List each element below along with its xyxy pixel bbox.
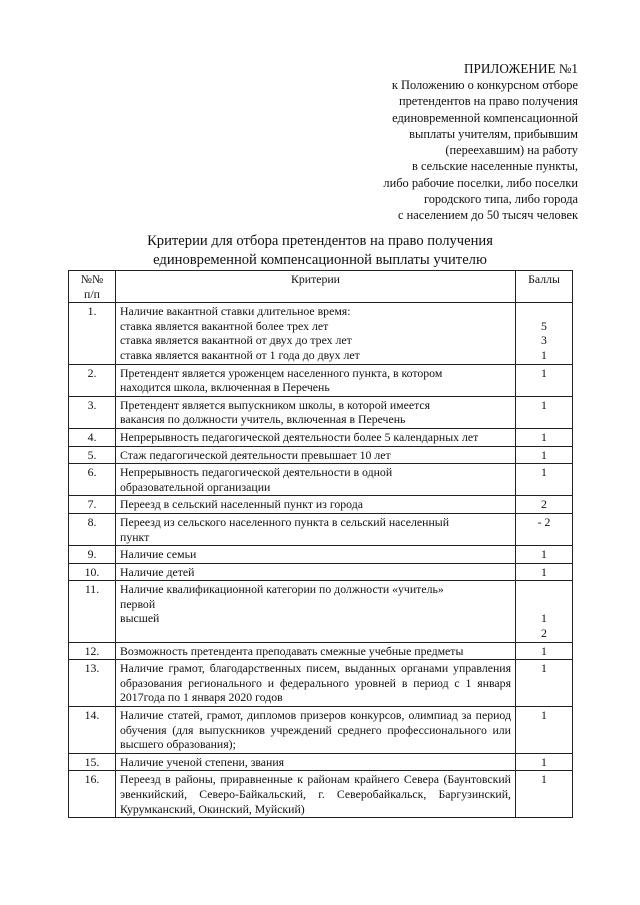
points-value: 1	[541, 708, 547, 723]
table-row	[69, 428, 573, 446]
table-row	[69, 364, 573, 396]
criteria-line: Претендент является уроженцем населенного пункта, в котором	[120, 365, 443, 380]
row-number: 10.	[69, 563, 116, 581]
row-criteria	[116, 464, 516, 496]
row-points	[516, 303, 573, 364]
points-value: 2	[541, 497, 547, 512]
criteria-line: Наличие детей	[120, 564, 195, 579]
header-number: №№ п/п	[69, 271, 116, 303]
points-value: 1	[541, 365, 547, 380]
header-points: Баллы	[516, 271, 573, 303]
appendix-line: либо рабочие поселки, либо поселки	[383, 175, 578, 190]
row-points	[516, 771, 573, 818]
table-row	[69, 446, 573, 464]
row-criteria	[116, 642, 516, 660]
row-number: 5.	[69, 446, 116, 464]
row-points	[516, 660, 573, 707]
row-criteria	[116, 546, 516, 564]
appendix-line: выплаты учителям, прибывшим	[409, 126, 578, 141]
row-points	[516, 496, 573, 514]
row-points	[516, 428, 573, 446]
row-number: 7.	[69, 496, 116, 514]
criteria-line: Наличие семьи	[120, 547, 197, 562]
criteria-table	[68, 270, 573, 818]
table-row	[69, 464, 573, 496]
table-row	[69, 563, 573, 581]
document-title-line: единовременной компенсационной выплаты учителю	[153, 252, 487, 268]
row-criteria	[116, 513, 516, 545]
row-criteria	[116, 446, 516, 464]
row-number: 6.	[69, 464, 116, 496]
points-value: - 2	[537, 514, 551, 529]
table-row	[69, 642, 573, 660]
points-value: 5	[541, 318, 547, 333]
row-points	[516, 753, 573, 771]
table-row	[69, 303, 573, 364]
document-title-line: Критерии для отбора претендентов на право получения	[147, 233, 493, 249]
appendix-line: к Положению о конкурсном отборе	[391, 78, 578, 92]
criteria-line: Непрерывность педагогической деятельности более 5 календарных лет	[120, 429, 479, 444]
criteria-line: пункт	[120, 529, 150, 544]
row-number: 12.	[69, 642, 116, 660]
points-value	[520, 304, 568, 319]
row-points	[516, 513, 573, 545]
appendix-line: в сельские населенные пункты,	[412, 159, 578, 174]
row-points	[516, 396, 573, 428]
criteria-line: Наличие вакантной ставки длительное время:	[120, 304, 351, 319]
row-number: 16.	[69, 771, 116, 818]
row-number: 3.	[69, 396, 116, 428]
row-criteria	[116, 563, 516, 581]
criteria-line: ставка является вакантной более трех лет	[120, 318, 329, 333]
points-value: 1	[541, 643, 547, 658]
appendix-title: ПРИЛОЖЕНИЕ №1	[464, 61, 578, 76]
row-number: 15.	[69, 753, 116, 771]
table-row	[69, 496, 573, 514]
points-value: 1	[541, 547, 547, 562]
table-row	[69, 581, 573, 642]
row-points	[516, 364, 573, 396]
criteria-line: Переезд из сельского населенного пункта в сельский населенный	[120, 514, 450, 529]
row-points	[516, 581, 573, 642]
points-value: 1	[541, 564, 547, 579]
table-row	[69, 753, 573, 771]
criteria-line: Возможность претендента преподавать смежные учебные предметы	[120, 643, 464, 658]
criteria-line: Претендент является выпускником школы, в которой имеется	[120, 397, 431, 412]
row-number: 14.	[69, 707, 116, 754]
table-header-row	[69, 271, 573, 303]
row-criteria	[116, 496, 516, 514]
header-criteria: Критерии	[116, 271, 516, 303]
row-criteria	[116, 581, 516, 642]
appendix-line: городского типа, либо города	[423, 192, 578, 207]
row-points	[516, 546, 573, 564]
row-criteria	[116, 707, 516, 754]
appendix-line: претендентов на право получения	[398, 94, 578, 109]
criteria-line	[120, 626, 511, 641]
points-value: 3	[541, 333, 547, 348]
points-value: 1	[541, 429, 547, 444]
row-number: 11.	[69, 581, 116, 642]
criteria-line: вакансия по должности учитель, включенная в Перечень	[120, 412, 406, 427]
row-criteria	[116, 364, 516, 396]
points-value: 2	[541, 626, 547, 641]
points-value: 1	[541, 611, 547, 626]
row-points	[516, 563, 573, 581]
appendix-line: с населением до 50 тысяч человек	[397, 208, 578, 223]
criteria-line: Переезд в районы, приравненные к районам крайнего Севера (Баунтовский эвенкийский, Северо-Байкальский, г. Северобайкальск, Баргузинский, Курумканский, Окинский, Муйский)	[120, 772, 511, 816]
criteria-line: высшей	[120, 611, 160, 626]
criteria-line: Непрерывность педагогической деятельности в одной	[120, 465, 393, 480]
points-value: 1	[541, 447, 547, 462]
points-value	[520, 597, 568, 612]
criteria-line: Наличие ученой степени, звания	[120, 754, 285, 769]
criteria-line: Наличие квалификационной категории по должности «учитель»	[120, 582, 444, 597]
row-number: 2.	[69, 364, 116, 396]
row-points	[516, 464, 573, 496]
appendix-line: (переехавшим) на работу	[445, 143, 578, 158]
appendix-block	[278, 60, 578, 224]
criteria-line: ставка является вакантной от 1 года до двух лет	[120, 347, 360, 362]
points-value: 1	[541, 772, 547, 787]
points-value	[520, 582, 568, 597]
table-row	[69, 771, 573, 818]
row-points	[516, 707, 573, 754]
criteria-line: образовательной организации	[120, 479, 271, 494]
table-row	[69, 660, 573, 707]
row-criteria	[116, 771, 516, 818]
points-value: 1	[541, 661, 547, 676]
table-row	[69, 546, 573, 564]
table-row	[69, 396, 573, 428]
row-number: 4.	[69, 428, 116, 446]
row-points	[516, 446, 573, 464]
criteria-line: ставка является вакантной от двух до трех лет	[120, 333, 352, 348]
row-criteria	[116, 303, 516, 364]
table-row	[69, 707, 573, 754]
document-title	[62, 232, 578, 270]
row-criteria	[116, 753, 516, 771]
criteria-line: находится школа, включенная в Перечень	[120, 380, 330, 395]
row-number: 8.	[69, 513, 116, 545]
row-criteria	[116, 396, 516, 428]
points-value: 1	[541, 397, 547, 412]
row-number: 9.	[69, 546, 116, 564]
points-value: 1	[541, 347, 547, 362]
row-points	[516, 642, 573, 660]
row-number: 13.	[69, 660, 116, 707]
table-row	[69, 513, 573, 545]
criteria-line: Наличие статей, грамот, дипломов призеров конкурсов, олимпиад за период обучения (для выпускников учреждений среднего профессионального или высшего образования);	[120, 708, 511, 752]
criteria-line: Переезд в сельский населенный пункт из города	[120, 497, 363, 512]
row-criteria	[116, 428, 516, 446]
row-number: 1.	[69, 303, 116, 364]
criteria-line: первой	[120, 596, 156, 611]
points-value: 1	[541, 465, 547, 480]
criteria-line: Наличие грамот, благодарственных писем, выданных органами управления образования регионального и федерального уровней в период с 1 января 2017года по 1 января 2020 годов	[120, 661, 511, 705]
criteria-line: Стаж педагогической деятельности превышает 10 лет	[120, 447, 391, 462]
row-criteria	[116, 660, 516, 707]
appendix-line: единовременной компенсационной	[392, 110, 578, 125]
points-value: 1	[541, 754, 547, 769]
